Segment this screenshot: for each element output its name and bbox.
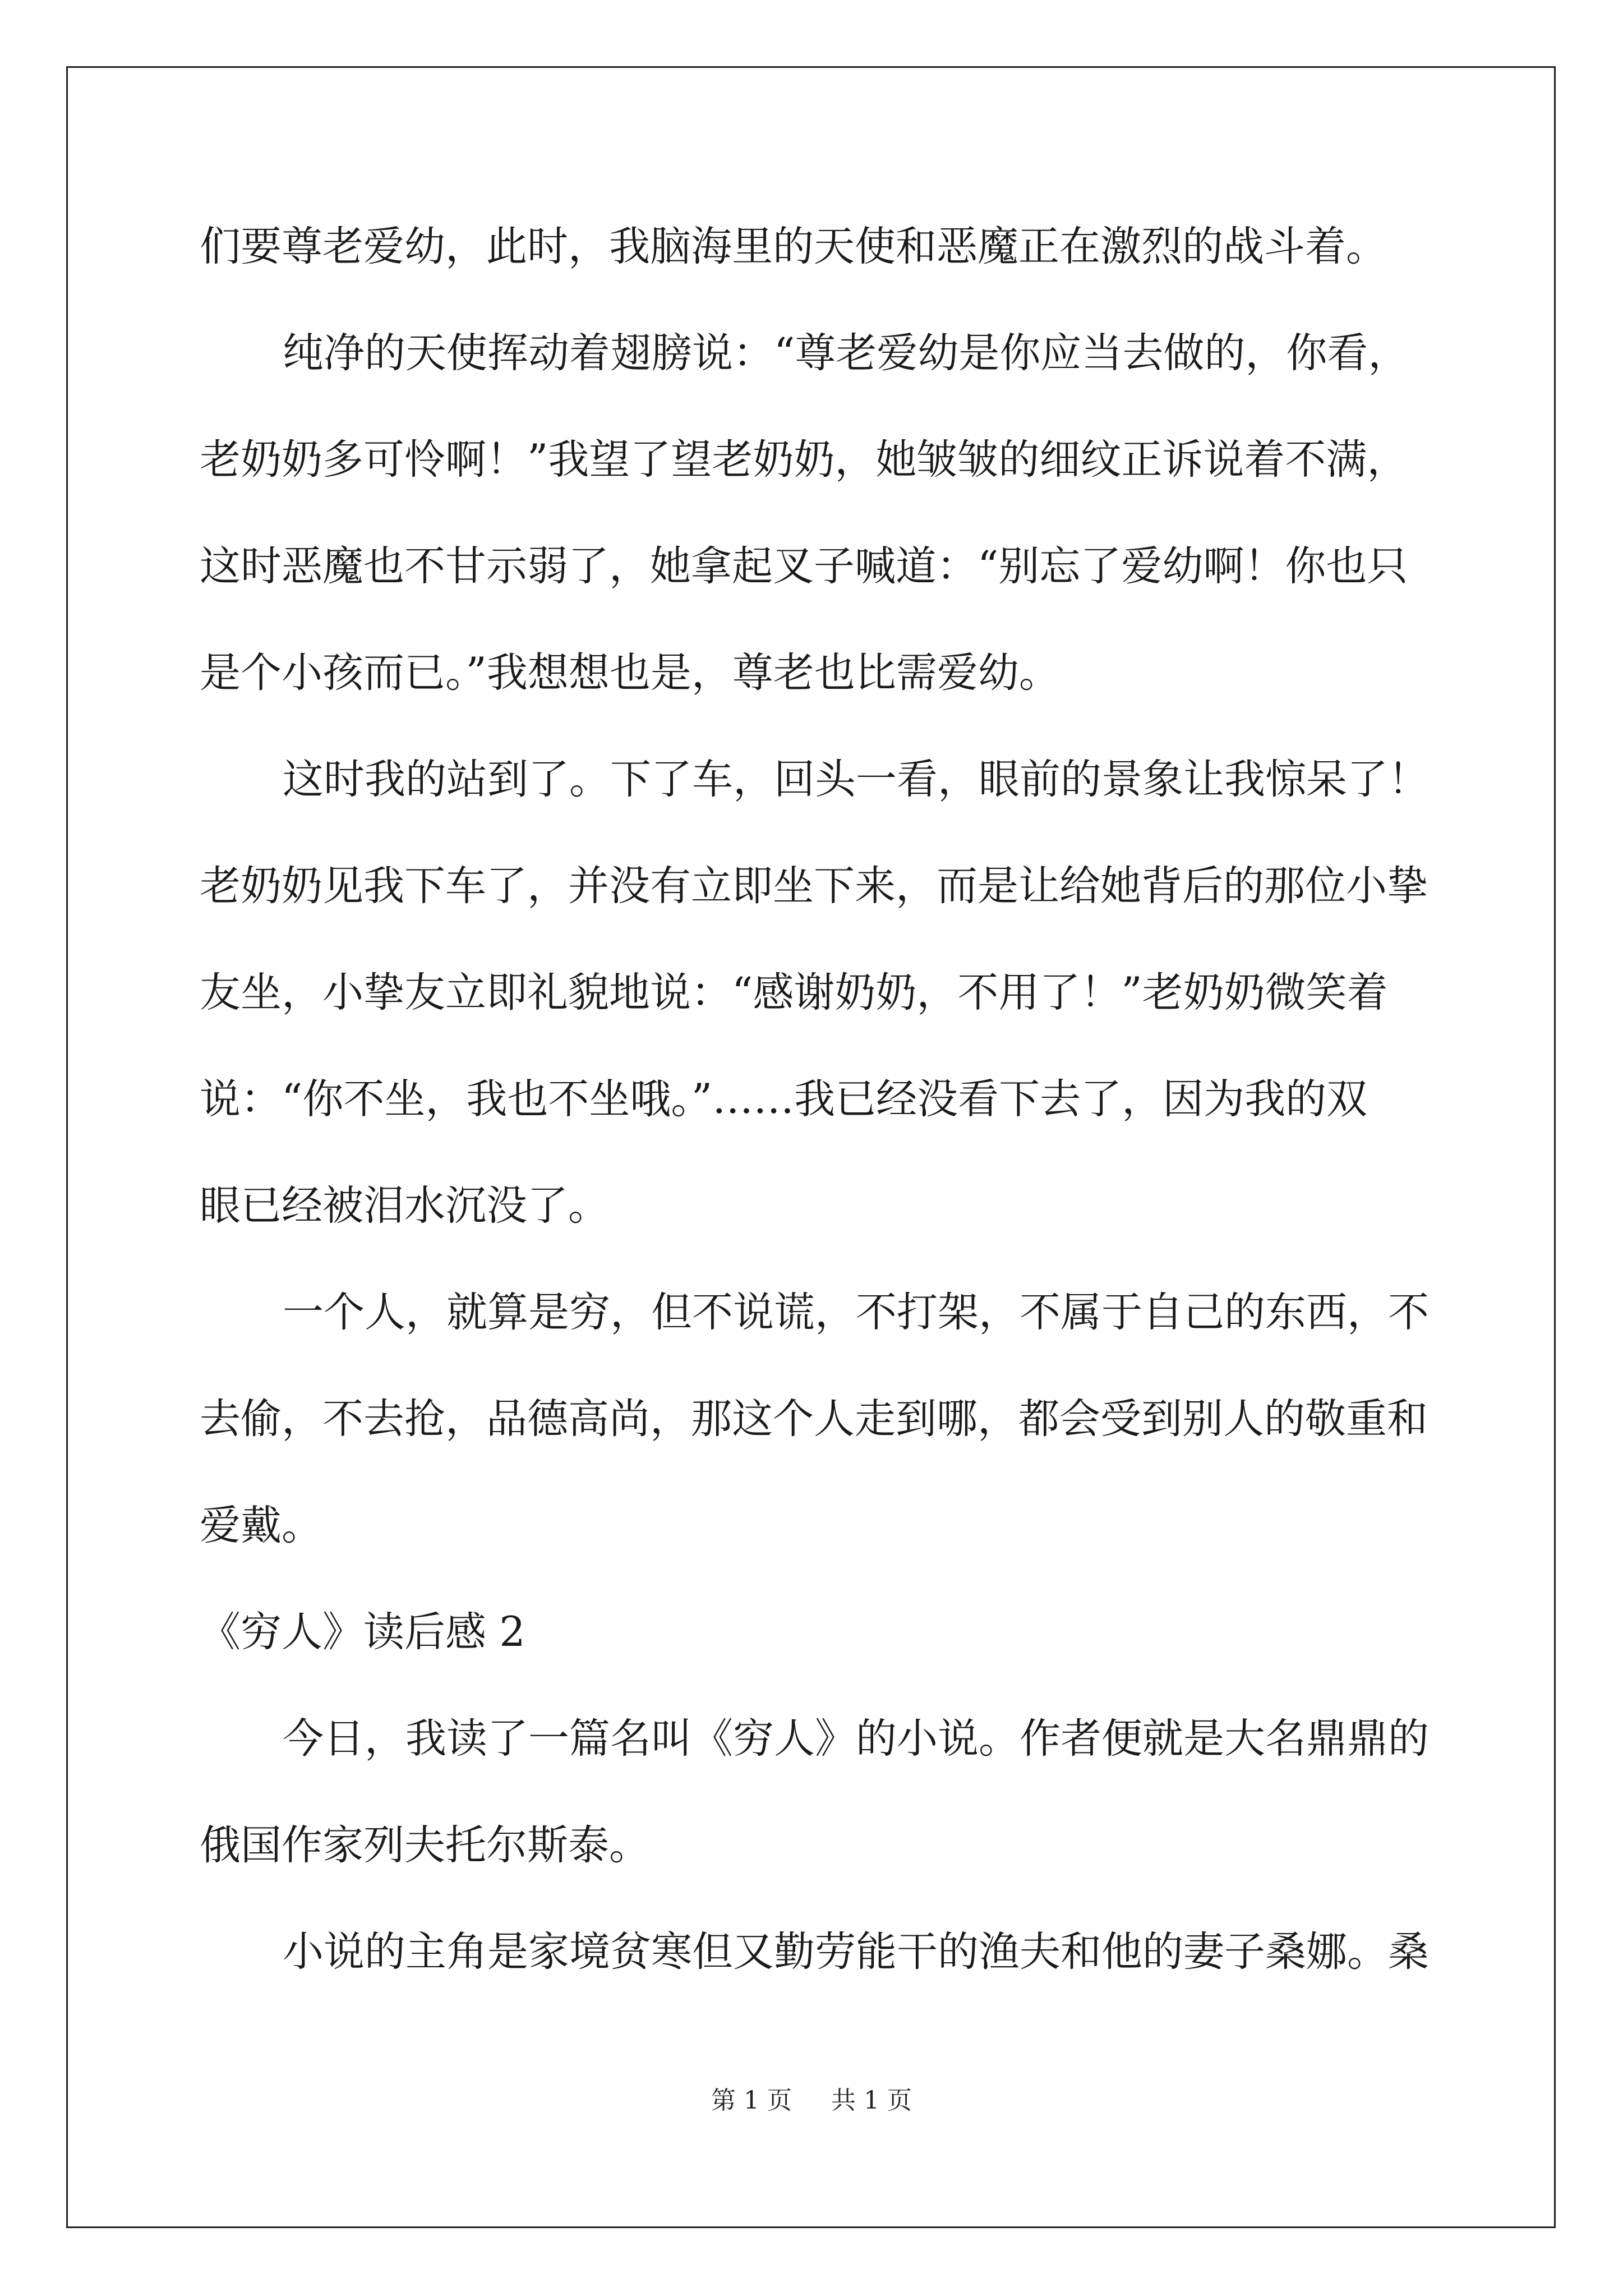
page-footer <box>0 2080 1623 2116</box>
text-line: 今日，我读了一篇名叫《穷人》的小说。作者便就是大名鼎鼎的 <box>283 1715 1429 1763</box>
text-line: 一个人，就算是穷，但不说谎，不打架，不属于自己的东西，不 <box>283 1289 1429 1336</box>
paragraph <box>200 194 1433 300</box>
text-line: 老奶奶见我下车了，并没有立即坐下来，而是让给她背后的那位小挚 <box>200 862 1428 910</box>
text-line: 友坐，小挚友立即礼貌地说：“感谢奶奶，不用了！”老奶奶微笑着 <box>200 969 1388 1016</box>
paragraph <box>200 300 1433 726</box>
text-line: 们要尊老爱幼，此时，我脑海里的天使和恶魔正在激烈的战斗着。 <box>200 223 1387 270</box>
text-line: 说：“你不坐，我也不坐哦。”……我已经没看下去了，因为我的双 <box>200 1075 1368 1123</box>
page-total: 共 1 页 <box>831 2086 912 2115</box>
paragraph <box>200 1259 1433 1579</box>
text-line: 眼已经被泪水沉没了。 <box>200 1182 609 1230</box>
text-line: 俄国作家列夫托尔斯泰。 <box>200 1821 650 1869</box>
text-line: 小说的主角是家境贫寒但又勤劳能干的渔夫和他的妻子桑娜。桑 <box>283 1928 1429 1976</box>
paragraph <box>200 1899 1433 2005</box>
text-line: 爱戴。 <box>200 1502 322 1549</box>
text-line: 老奶奶多可怜啊！”我望了望老奶奶，她皱皱的细纹正诉说着不满， <box>200 436 1408 484</box>
page-number: 第 1 页 <box>711 2086 792 2115</box>
text-line: 是个小孩而已。”我想想也是，尊老也比需爱幼。 <box>200 649 1060 697</box>
paragraph <box>200 726 1433 1259</box>
text-line: 这时恶魔也不甘示弱了，她拿起叉子喊道：“别忘了爱幼啊！你也只 <box>200 542 1408 590</box>
text-line: 这时我的站到了。下了车，回头一看，眼前的景象让我惊呆了！ <box>283 756 1429 803</box>
section-heading <box>200 1579 1433 1686</box>
text-line: 《穷人》读后感 2 <box>200 1608 525 1656</box>
text-line: 去偷，不去抢，品德高尚，那这个人走到哪，都会受到别人的敬重和 <box>200 1395 1428 1443</box>
text-line: 纯净的天使挥动着翅膀说：“尊老爱幼是你应当去做的，你看， <box>283 329 1409 377</box>
document-body <box>200 194 1433 2005</box>
paragraph <box>200 1686 1433 1899</box>
